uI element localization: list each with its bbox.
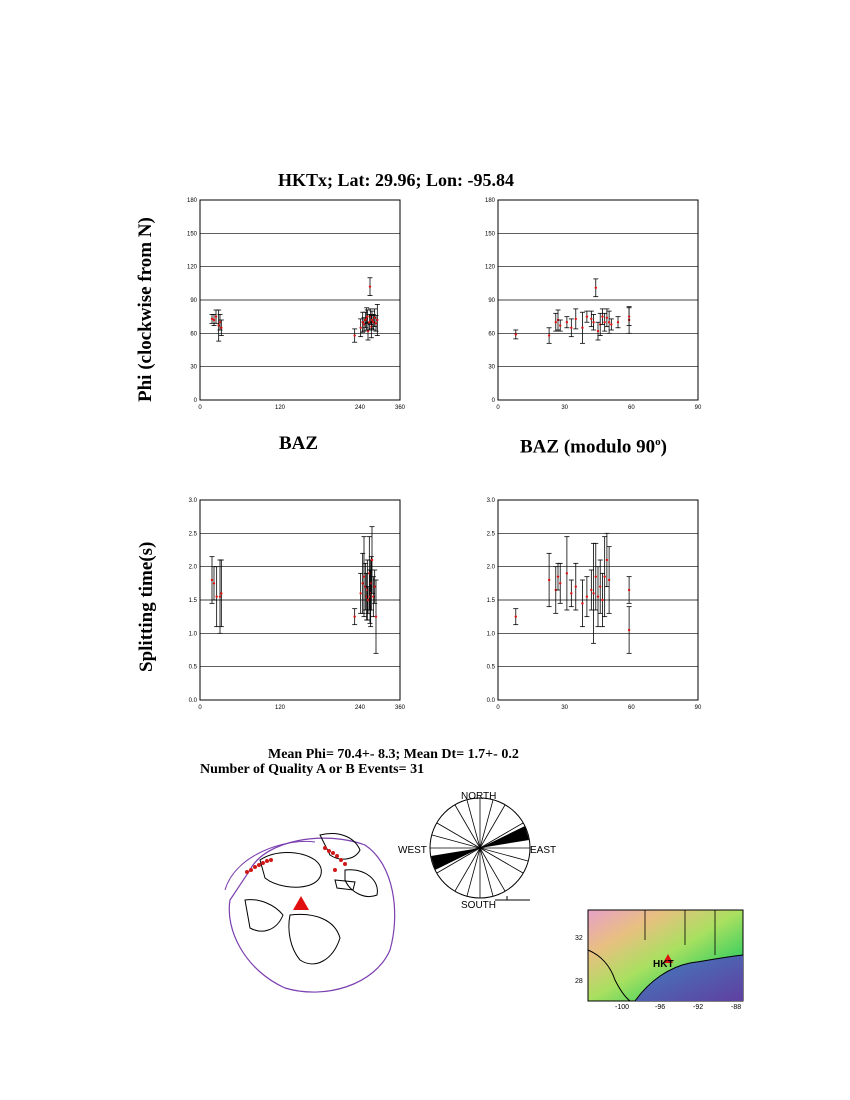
- data-point: [219, 560, 224, 627]
- point-marker: [515, 615, 517, 617]
- point-marker: [366, 315, 368, 317]
- data-point: [604, 309, 609, 327]
- y-tick-label: 180: [186, 198, 197, 204]
- data-point: [352, 609, 357, 625]
- point-marker: [608, 579, 610, 581]
- data-point: [604, 533, 609, 586]
- y-tick-label: 2.5: [188, 531, 197, 538]
- point-marker: [628, 315, 630, 317]
- data-point: [591, 543, 596, 643]
- data-point: [558, 563, 563, 603]
- y-tick-label: 2.0: [188, 564, 197, 571]
- point-marker: [359, 592, 361, 594]
- rose-diagram: [395, 790, 565, 915]
- x-tick-label: 30: [561, 405, 569, 411]
- point-marker: [608, 321, 610, 323]
- point-marker: [603, 321, 605, 323]
- point-marker: [361, 321, 363, 323]
- point-marker: [515, 333, 517, 335]
- y-tick-label: 2.5: [486, 531, 495, 538]
- chart-title: HKTx; Lat: 29.96; Lon: -95.84: [278, 170, 514, 190]
- y-tick-label: 60: [488, 331, 495, 338]
- point-marker: [628, 589, 630, 591]
- point-marker: [376, 319, 378, 321]
- lon-tick-100: -100: [615, 1004, 630, 1011]
- point-marker: [213, 319, 215, 321]
- y-tick-label: 60: [190, 331, 197, 338]
- y-tick-label: 1.5: [188, 598, 197, 604]
- point-marker: [597, 595, 599, 597]
- data-point: [547, 328, 552, 344]
- y-tick-label: 0.0: [188, 698, 197, 704]
- point-marker: [215, 595, 217, 597]
- point-marker: [575, 585, 577, 587]
- point-marker: [597, 330, 599, 332]
- data-point: [372, 570, 377, 603]
- point-marker: [375, 615, 377, 617]
- point-marker: [372, 595, 374, 597]
- lon-tick-96: -96: [655, 1004, 666, 1011]
- rose-south: SOUTH: [461, 900, 496, 911]
- data-point: [214, 567, 219, 627]
- point-marker: [603, 575, 605, 577]
- x-tick-label: 90: [694, 705, 702, 711]
- point-marker: [610, 323, 612, 325]
- point-marker: [595, 575, 597, 577]
- data-point: [564, 317, 569, 328]
- baz-mod90-close: ): [660, 436, 667, 458]
- data-point: [591, 314, 596, 330]
- data-point: [607, 547, 612, 614]
- data-point: [589, 570, 594, 610]
- point-marker: [371, 319, 373, 321]
- y-tick-label: 0.5: [486, 664, 495, 671]
- y-tick-label: 90: [488, 298, 495, 304]
- point-marker: [592, 321, 594, 323]
- point-marker: [581, 327, 583, 329]
- x-tick-label: 360: [394, 405, 406, 411]
- point-marker: [599, 585, 601, 587]
- point-marker: [215, 315, 217, 317]
- point-marker: [375, 322, 377, 324]
- point-marker: [368, 321, 370, 323]
- y-tick-label: 30: [190, 364, 197, 371]
- dt-baz-mod90-chart: [478, 490, 718, 711]
- degree-sup: o: [655, 436, 661, 448]
- data-point: [513, 609, 518, 625]
- lon-tick-88: -88: [731, 1004, 742, 1011]
- point-marker: [575, 318, 577, 320]
- point-marker: [559, 324, 561, 326]
- point-marker: [371, 559, 373, 561]
- y-tick-label: 120: [186, 264, 197, 271]
- point-marker: [363, 575, 365, 577]
- rose-west: WEST: [398, 845, 427, 856]
- y-tick-label: 90: [190, 298, 197, 304]
- point-marker: [219, 595, 221, 597]
- point-marker: [559, 582, 561, 584]
- dt-axis-label: Splitting time(s): [136, 541, 157, 672]
- y-tick-label: 1.0: [486, 631, 495, 638]
- data-point: [573, 309, 578, 329]
- point-marker: [606, 317, 608, 319]
- point-marker: [601, 315, 603, 317]
- point-marker: [590, 589, 592, 591]
- point-marker: [557, 575, 559, 577]
- point-marker: [369, 285, 371, 287]
- event-count: Number of Quality A or B Events= 31: [200, 762, 425, 777]
- data-point: [547, 553, 552, 606]
- data-point: [580, 580, 585, 627]
- point-marker: [586, 315, 588, 317]
- y-tick-label: 1.5: [486, 598, 495, 604]
- point-marker: [220, 327, 222, 329]
- data-point: [569, 319, 574, 337]
- y-tick-label: 150: [186, 231, 197, 238]
- lat-tick-28: 28: [575, 978, 583, 985]
- data-point: [627, 308, 632, 326]
- data-point: [598, 560, 603, 613]
- y-tick-label: 0: [491, 398, 495, 404]
- data-point: [558, 320, 563, 331]
- point-marker: [590, 318, 592, 320]
- point-marker: [219, 321, 221, 323]
- data-point: [569, 580, 574, 607]
- data-point: [553, 313, 558, 331]
- data-point: [593, 279, 598, 297]
- data-point: [362, 537, 367, 617]
- point-marker: [353, 615, 355, 617]
- y-tick-label: 150: [484, 231, 495, 238]
- x-tick-label: 120: [274, 705, 286, 711]
- point-marker: [628, 629, 630, 631]
- y-tick-label: 30: [488, 364, 495, 371]
- point-marker: [359, 327, 361, 329]
- data-point: [564, 537, 569, 610]
- data-point: [218, 560, 223, 633]
- x-tick-label: 240: [354, 405, 366, 411]
- y-tick-label: 120: [484, 264, 495, 271]
- point-marker: [566, 572, 568, 574]
- regional-map: [575, 905, 750, 1015]
- point-marker: [586, 595, 588, 597]
- data-point: [616, 317, 621, 328]
- point-marker: [373, 317, 375, 319]
- data-point: [602, 537, 607, 617]
- point-marker: [220, 592, 222, 594]
- data-point: [573, 563, 578, 610]
- data-point: [580, 312, 585, 343]
- y-tick-label: 3.0: [486, 498, 495, 504]
- x-tick-label: 0: [496, 705, 500, 711]
- phi-baz-chart: [180, 190, 420, 411]
- point-marker: [217, 324, 219, 326]
- mean-stats: Mean Phi= 70.4+- 8.3; Mean Dt= 1.7+- 0.2: [268, 747, 519, 762]
- data-point: [513, 330, 518, 339]
- data-point: [584, 311, 589, 322]
- y-tick-label: 0.5: [188, 664, 197, 671]
- station-label: HKT: [653, 959, 674, 970]
- data-point: [589, 311, 594, 327]
- y-tick-label: 0: [193, 398, 197, 404]
- data-point: [609, 319, 614, 330]
- point-marker: [373, 585, 375, 587]
- point-marker: [548, 334, 550, 336]
- x-tick-label: 0: [198, 405, 202, 411]
- x-tick-label: 60: [627, 405, 635, 411]
- lon-tick-92: -92: [693, 1004, 704, 1011]
- point-marker: [581, 602, 583, 604]
- data-point: [627, 577, 632, 604]
- x-tick-label: 60: [627, 705, 635, 711]
- point-marker: [372, 321, 374, 323]
- globe-map: [205, 820, 405, 1000]
- data-point: [352, 329, 357, 342]
- point-marker: [213, 582, 215, 584]
- x-tick-label: 360: [394, 705, 406, 711]
- point-marker: [570, 592, 572, 594]
- point-marker: [592, 592, 594, 594]
- point-marker: [601, 599, 603, 601]
- point-marker: [606, 559, 608, 561]
- point-marker: [361, 582, 363, 584]
- x-tick-label: 0: [198, 705, 202, 711]
- baz-label: BAZ: [279, 433, 319, 454]
- y-tick-label: 180: [484, 198, 495, 204]
- point-marker: [595, 287, 597, 289]
- point-marker: [548, 579, 550, 581]
- phi-axis-label: Phi (clockwise from N): [135, 217, 156, 402]
- point-marker: [566, 321, 568, 323]
- data-point: [627, 607, 632, 654]
- point-marker: [211, 579, 213, 581]
- x-tick-label: 240: [354, 705, 366, 711]
- data-point: [368, 278, 373, 296]
- x-tick-label: 30: [561, 705, 569, 711]
- y-tick-label: 0.0: [486, 698, 495, 704]
- point-marker: [367, 599, 369, 601]
- rose-east: EAST: [530, 845, 557, 856]
- data-point: [556, 563, 561, 590]
- x-tick-label: 0: [496, 405, 500, 411]
- y-tick-label: 1.0: [188, 631, 197, 638]
- point-marker: [617, 321, 619, 323]
- rose-north: NORTH: [461, 791, 497, 802]
- point-marker: [570, 327, 572, 329]
- baz-mod90-text: BAZ (modulo 90: [520, 436, 656, 458]
- baz-mod90-label: [520, 436, 667, 458]
- x-tick-label: 90: [694, 405, 702, 411]
- phi-baz-mod90-chart: [478, 190, 718, 411]
- point-marker: [353, 334, 355, 336]
- data-point: [584, 577, 589, 617]
- y-tick-label: 2.0: [486, 564, 495, 571]
- lat-tick-32: 32: [575, 935, 583, 942]
- dt-baz-chart: [180, 490, 420, 711]
- y-tick-label: 3.0: [188, 498, 197, 504]
- point-marker: [555, 321, 557, 323]
- x-tick-label: 120: [274, 405, 286, 411]
